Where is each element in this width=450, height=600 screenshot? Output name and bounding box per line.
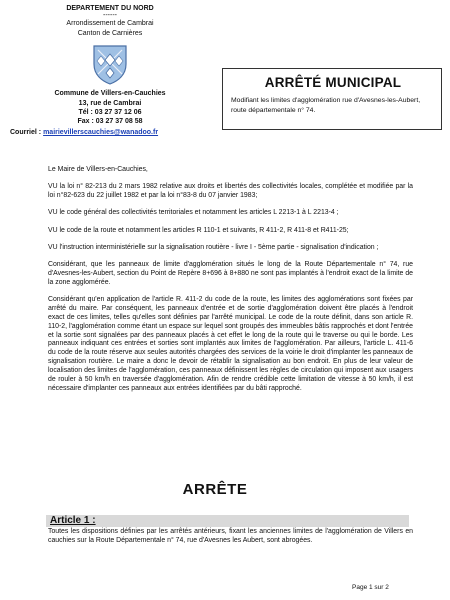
- intro-line: Le Maire de Villers-en-Cauchies,: [48, 166, 148, 173]
- telephone: Tél : 03 27 37 12 06: [78, 109, 142, 117]
- commune-name: Commune de Villers-en-Cauchies: [54, 90, 166, 98]
- email-line: [10, 128, 210, 137]
- fax: Fax : 03 27 37 08 58: [77, 118, 143, 126]
- page-number: Page 1 sur 2: [352, 584, 389, 591]
- header-separator: ------: [103, 12, 117, 20]
- vu-cgct: VU le code général des collectivités territoriales et notamment les articles L 2213-1 à L 2213-4 ;: [48, 209, 339, 217]
- document-title: ARRÊTÉ MUNICIPAL: [264, 75, 402, 90]
- considerant-1: Considérant, que les panneaux de limite d'agglomération situés le long de la Route Départementale n° 74, rue d'Avesnes-les-Aubert, section du Point de Repère 8+696 à 8+880 ne sont pas implantés à l'endroit exact de la limite de la zone agglomérée.: [48, 260, 413, 286]
- vu-loi-82-213: VU la loi n° 82-213 du 2 mars 1982 relative aux droits et libertés des collectivités locales, complétée et modifiée par la loi n°82-623 du 22 juillet 1982 et par la loi n°83-8 du 07 janvier 1983;: [48, 183, 413, 200]
- canton: Canton de Carnières: [77, 29, 143, 37]
- arrondissement: Arrondissement de Cambrai: [66, 20, 154, 28]
- coat-of-arms-icon: [88, 42, 132, 86]
- article-1-title: Article 1 :: [50, 515, 96, 526]
- email-label: Courriel :: [10, 128, 42, 136]
- document-subtitle: Modifiant les limites d'agglomération rue d'Avesnes-les-Aubert, route départementale n° 74.: [231, 97, 421, 114]
- vu-instruction: VU l'instruction interministérielle sur la signalisation routière - livre I - 5ème partie - signalisation d'indication ;: [48, 243, 379, 251]
- preamble: [48, 166, 413, 402]
- considerant-2: Considérant qu'en application de l'article R. 411-2 du code de la route, les limites des agglomérations sont fixées par arrêté du maire. Par conséquent, les panneaux d'entrée et de sortie d'agglomération doivent être placés à l'endroit exact de ces limites, telles qu'elles sont définies par l'arrêté municipal. Le code de la route définit, dans son article R. 110-2, l'agglomération comme étant un espace sur lequel sont groupés des immeubles bâtis rapprochés et dont l'entrée et la sortie sont signalées par des panneaux placés à cet effet le long de la route qui le traverse ou qui le borde. Les panneaux indiquant ces entrées et sorties sont implantés aux limites de l'agglomération. Par ailleurs, l'article L. 411-6 du code de la route réserve aux seules autorités chargées des services de la voirie le droit d'implanter les panneaux de signalisation routière. Le maire a donc le devoir de rétablir la signalisation au bon endroit. En plus de leur valeur de localisation des limites de l'agglomération, ces panneaux définissent les règles de circulation qui imposent aux usagers de rouler à 50 km/h en traversée d'agglomération. Afin de rendre crédible cette limitation de vitesse à 50 km/h, il est nécessaire d'implanter ces panneaux aux entrées identifiées par du bâti rapproché.: [48, 295, 413, 392]
- article-1-bar: [46, 515, 409, 527]
- article-1-text: Toutes les dispositions définies par les arrêtés antérieurs, fixant les anciennes limites de l'agglomération de Villers en cauchies sur la Route Départementale n° 74, rue d'Avesnes les Aubert, sont abrogées.: [48, 528, 413, 544]
- letterhead: [10, 4, 210, 137]
- arrete-heading: ARRÊTE: [182, 481, 248, 498]
- vu-code-route: VU le code de la route et notamment les articles R 110-1 et suivants, R 411-2, R 411-8 et R411-25;: [48, 226, 349, 234]
- address: 13, rue de Cambrai: [78, 99, 142, 107]
- email-link[interactable]: mairievillerscauchies@wanadoo.fr: [43, 128, 159, 136]
- department: DEPARTEMENT DU NORD: [66, 5, 154, 12]
- title-box: [222, 68, 442, 130]
